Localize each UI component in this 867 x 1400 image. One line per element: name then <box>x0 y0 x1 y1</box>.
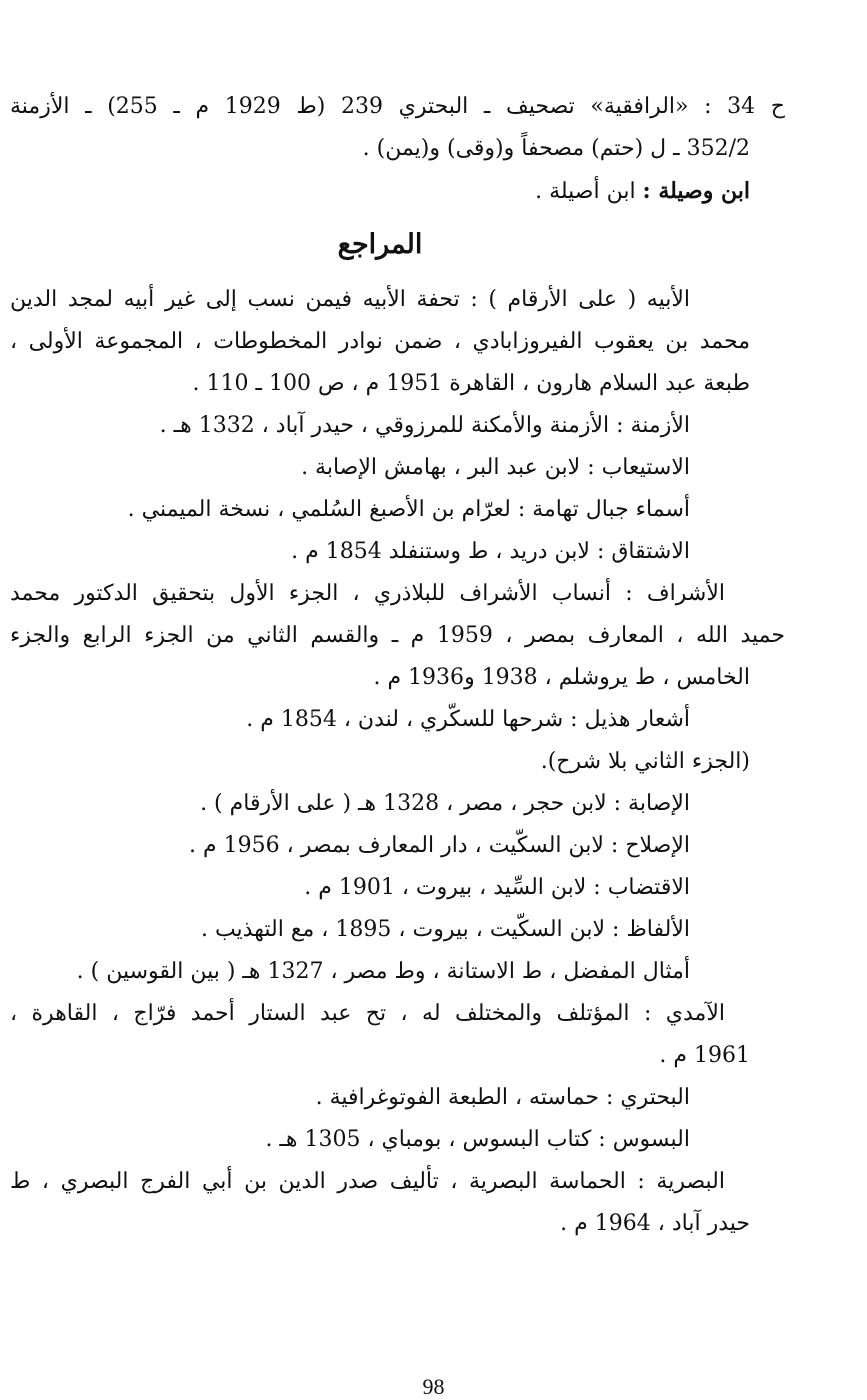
reference-line: الإصابة : لابن حجر ، مصر ، 1328 هـ ( على الأرقام ) . <box>200 791 690 816</box>
reference-line: الاستيعاب : لابن عبد البر ، بهامش الإصابة . <box>301 455 690 480</box>
reference-line: 1961 م . <box>659 1043 750 1068</box>
book-page <box>0 86 867 1399</box>
reference-line: البسوس : كتاب البسوس ، بومباي ، 1305 هـ . <box>265 1127 690 1152</box>
top-text-line: 352/2 ـ ل (حتم) مصحفاً و(وقى) و(يمن) . <box>362 136 750 161</box>
reference-line: محمد بن يعقوب الفيروزابادي ، ضمن نوادر المخطوطات ، المجموعة الأولى ، <box>10 329 750 354</box>
reference-line: الاشتقاق : لابن دريد ، ط وستنفلد 1854 م . <box>291 539 690 564</box>
reference-line: حيدر آباد ، 1964 م . <box>560 1211 750 1236</box>
reference-line: حميد الله ، المعارف بمصر ، 1959 م ـ والقسم الثاني من الجزء الرابع والجزء <box>10 623 785 648</box>
reference-line: البحتري : حماسته ، الطبعة الفوتوغرافية . <box>315 1085 690 1110</box>
top-text-line: ح 34 : «الرافقية» تصحيف ـ البحتري 239 (ط 1929 م ـ 255) ـ الأزمنة <box>10 94 785 119</box>
reference-line: الإصلاح : لابن السكّيت ، دار المعارف بمصر ، 1956 م . <box>189 833 690 858</box>
reference-line: (الجزء الثاني بلا شرح). <box>540 749 750 774</box>
reference-line: أمثال المفضل ، ط الاستانة ، وط مصر ، 1327 هـ ( بين القوسين ) . <box>76 959 690 984</box>
reference-line: الخامس ، ط يروشلم ، 1938 و1936 م . <box>373 665 750 690</box>
reference-line: البصرية : الحماسة البصرية ، تأليف صدر الدين بن أبي الفرج البصري ، ط <box>10 1169 725 1194</box>
reference-line: الأزمنة : الأزمنة والأمكنة للمرزوقي ، حيدر آباد ، 1332 هـ . <box>159 413 690 438</box>
reference-line: الآمدي : المؤتلف والمختلف له ، تح عبد الستار أحمد فرّاج ، القاهرة ، <box>10 1001 725 1026</box>
reference-line: الألفاظ : لابن السكّيت ، بيروت ، 1895 ، مع التهذيب . <box>200 917 690 942</box>
reference-line: أسماء جبال تهامة : لعرّام بن الأصبغ السُلمي ، نسخة الميمني . <box>127 497 690 522</box>
section-title: المراجع <box>337 229 423 260</box>
top-text-line <box>10 170 750 213</box>
reference-line: الاقتضاب : لابن السِّيد ، بيروت ، 1901 م . <box>304 875 690 900</box>
page-number: 98 <box>422 1374 445 1399</box>
reference-line: أشعار هذيل : شرحها للسكّري ، لندن ، 1854 م . <box>246 707 690 732</box>
reference-line: طبعة عبد السلام هارون ، القاهرة 1951 م ، ص 100 ـ 110 . <box>192 371 750 396</box>
reference-line: الأشراف : أنساب الأشراف للبلاذري ، الجزء الأول بتحقيق الدكتور محمد <box>10 581 725 606</box>
term-heading: ابن وصيلة : <box>642 178 750 204</box>
term-definition: ابن أصيلة . <box>535 179 643 204</box>
reference-line: الأبيه ( على الأرقام ) : تحفة الأبيه فيمن نسب إلى غير أبيه لمجد الدين <box>10 287 690 312</box>
page-content <box>10 86 785 1245</box>
